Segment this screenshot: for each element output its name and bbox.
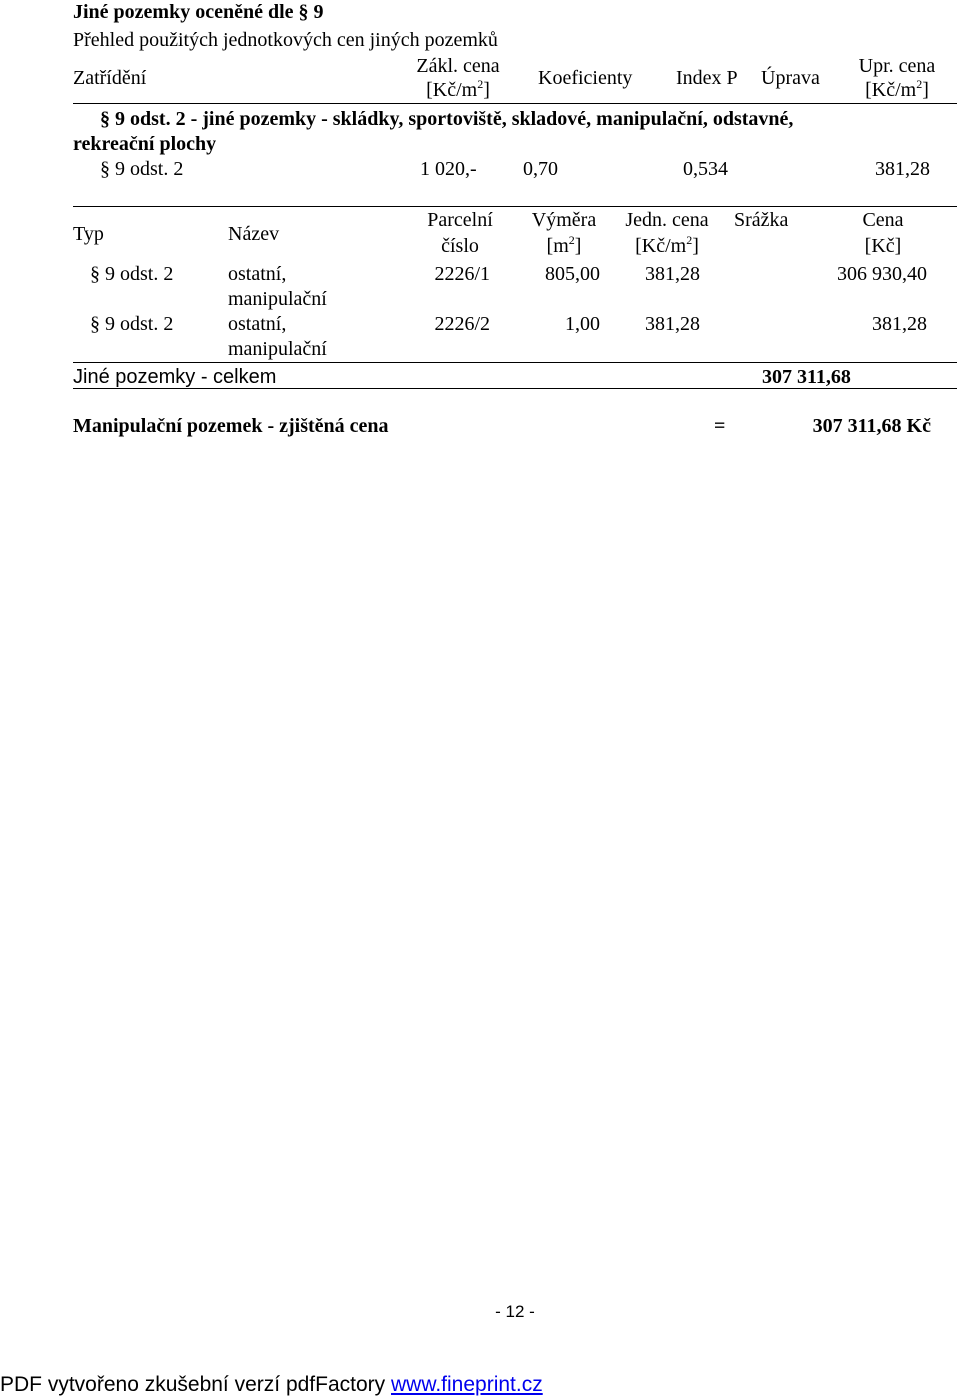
table-row-1-jedn-cena: 381,28 bbox=[645, 263, 700, 285]
table-row-2-vymera: 1,00 bbox=[565, 313, 600, 335]
col-cena-header: Cena [Kč] bbox=[862, 209, 904, 257]
table-row-2-nazev: ostatní, bbox=[228, 313, 287, 335]
price-row-koeficienty: 0,70 bbox=[523, 158, 558, 180]
page-number: - 12 - bbox=[495, 1302, 535, 1321]
col-nazev-header: Název bbox=[228, 223, 280, 245]
group-heading-continuation: rekreační plochy bbox=[73, 133, 217, 155]
table-row-2-parcelni: 2226/2 bbox=[434, 313, 490, 335]
group-heading: § 9 odst. 2 - jiné pozemky - skládky, sportoviště, skladové, manipulační, odstavné, bbox=[100, 108, 794, 130]
summary-label: Manipulační pozemek - zjištěná cena bbox=[73, 415, 389, 437]
col-index-p-header: Index P bbox=[676, 67, 738, 89]
table-row-1-typ: § 9 odst. 2 bbox=[90, 263, 174, 285]
total-label: Jiné pozemky - celkem bbox=[73, 366, 277, 388]
total-bottom-rule bbox=[73, 388, 957, 389]
price-row-zakl-cena: 1 020,- bbox=[420, 158, 477, 180]
price-table-header-rule bbox=[73, 103, 957, 104]
table-row-2-cena: 381,28 bbox=[872, 313, 927, 335]
page-subtitle: Přehled použitých jednotkových cen jiných pozemků bbox=[73, 29, 498, 51]
table-row-2-nazev-continuation: manipulační bbox=[228, 338, 327, 360]
col-parcelni-header: Parcelní číslo bbox=[427, 209, 493, 257]
col-typ-header: Typ bbox=[73, 223, 104, 245]
table-row-2-jedn-cena: 381,28 bbox=[645, 313, 700, 335]
total-top-rule bbox=[73, 362, 957, 363]
price-row-upr-cena: 381,28 bbox=[875, 158, 930, 180]
summary-equals: = bbox=[714, 415, 726, 437]
table-row-2-typ: § 9 odst. 2 bbox=[90, 313, 174, 335]
col-upr-cena-header: Upr. cena $[Kč/m^2]$ bbox=[858, 55, 936, 101]
pdf-footer-text: PDF vytvořeno zkušební verzí pdfFactory bbox=[0, 1373, 386, 1396]
table-row-1-nazev-continuation: manipulační bbox=[228, 288, 327, 310]
table-row-1-vymera: 805,00 bbox=[545, 263, 600, 285]
table-row-1-nazev: ostatní, bbox=[228, 263, 287, 285]
price-row-zatrideni: § 9 odst. 2 bbox=[100, 158, 184, 180]
col-koeficienty-header: Koeficienty bbox=[538, 67, 633, 89]
fineprint-link[interactable]: www.fineprint.cz bbox=[391, 1373, 543, 1396]
col-srazka-header: Srážka bbox=[734, 209, 789, 231]
summary-value: 307 311,68 Kč bbox=[812, 415, 931, 437]
col-vymera-header: Výměra $[m^2]$ bbox=[531, 209, 597, 257]
total-value: 307 311,68 bbox=[762, 366, 851, 388]
col-uprava-header: Úprava bbox=[761, 67, 820, 89]
page-title: Jiné pozemky oceněné dle § 9 bbox=[73, 1, 324, 23]
parcel-table-top-rule bbox=[73, 206, 957, 207]
col-zatrideni-header: Zatřídění bbox=[73, 67, 147, 89]
pdf-footer bbox=[0, 1372, 543, 1398]
table-row-1-parcelni: 2226/1 bbox=[434, 263, 490, 285]
col-jedn-cena-header: Jedn. cena $[Kč/m^2]$ bbox=[625, 209, 709, 257]
price-row-index-p: 0,534 bbox=[683, 158, 728, 180]
col-zakl-cena-header: Zákl. cena $[Kč/m^2]$ bbox=[416, 55, 500, 101]
table-row-1-cena: 306 930,40 bbox=[837, 263, 927, 285]
